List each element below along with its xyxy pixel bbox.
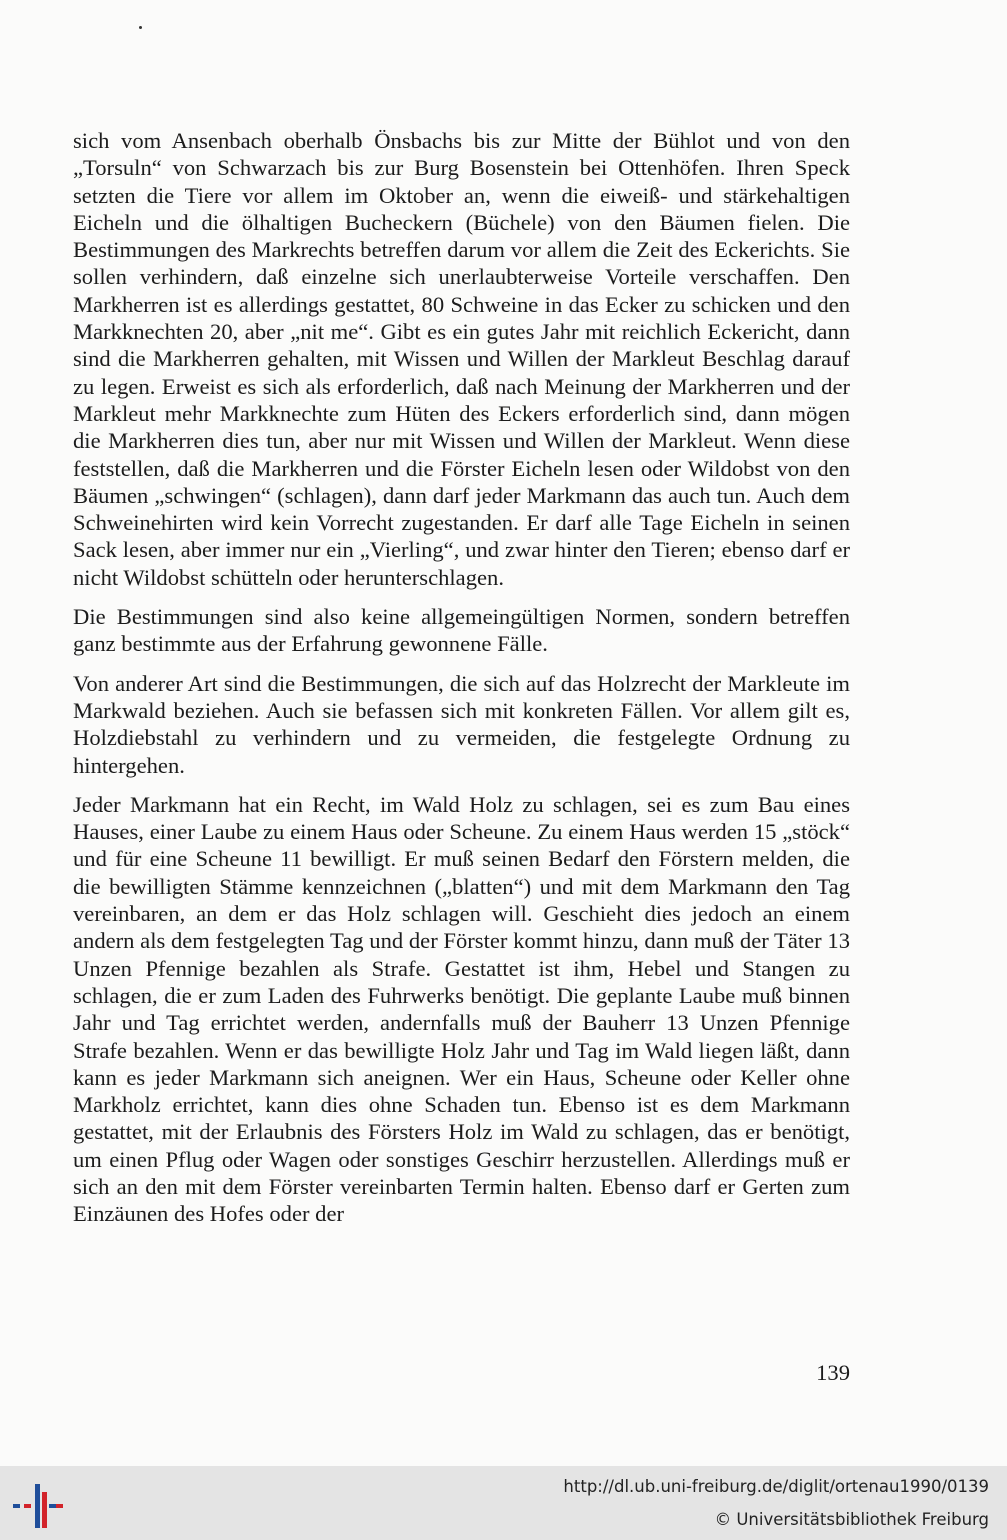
copyright-notice: © Universitätsbibliothek Freiburg — [714, 1510, 989, 1529]
source-url-link[interactable]: http://dl.ub.uni-freiburg.de/diglit/ortenau1990/0139 — [563, 1477, 989, 1496]
paragraph: Von anderer Art sind die Bestimmungen, die sich auf das Holzrecht der Markleute im Markwald beziehen. Auch sie befassen sich mit konkreten Fällen. Vor allem gilt es, Holzdiebstahl zu verhindern und zu vermeiden, die festgelegte Ordnung zu hintergehen. — [73, 670, 850, 778]
paragraph: sich vom Ansenbach oberhalb Önsbachs bis zur Mitte der Bühlot und von den „Torsuln“ von Schwarzach bis zur Burg Bosenstein bei Ottenhöfen. Ihren Speck setzten die Tiere vor allem im Oktober an, wenn die eiweiß- und stärkehaltigen Eicheln und die ölhaltigen Bucheckern (Büchele) von den Bäumen fielen. Die Bestimmungen des Markrechts betreffen darum vor allem die Zeit des Eckerichts. Sie sollen verhindern, daß einzelne sich unerlaubterweise Vorteile verschaffen. Den Markherren ist es allerdings gestattet, 80 Schweine in das Ecker zu schicken und den Markknechten 20, aber „nit me“. Gibt es ein gutes Jahr mit reichlich Eckericht, dann sind die Markherren gehalten, mit Wissen und Willen der Markleut Beschlag darauf zu legen. Erweist es sich als erforderlich, daß nach Meinung der Markherren und der Markleut mehr Markknechte zum Hüten des Eckers erforderlich sind, dann mögen die Markherren dies tun, aber nur mit Wissen und Willen der Markleut. Wenn diese feststellen, daß die Markherren und die Förster Eicheln lesen oder Wildobst von den Bäumen „schwingen“ (schlagen), dann darf jeder Markmann das auch tun. Auch dem Schweinehirten wird kein Vorrecht zugestanden. Er darf alle Tage Eicheln in seinen Sack lesen, aber immer nur ein „Vierling“, und zwar hinter den Tieren; ebenso darf er nicht Wildobst schütteln oder herunterschlagen. — [73, 128, 850, 590]
paragraph: Die Bestimmungen sind also keine allgemeingültigen Normen, sondern betreffen ganz bestimmte aus der Erfahrung gewonnene Fälle. — [73, 604, 850, 657]
paragraph: Jeder Markmann hat ein Recht, im Wald Holz zu schlagen, sei es zum Bau eines Hauses, einer Laube zu einem Haus oder Scheune. Zu einem Haus werden 15 „stöck“ und für eine Scheune 11 bewilligt. Er muß seinen Bedarf den Förstern melden, die die bewilligten Stämme kennzeichnen („blatten“) und mit dem Markmann den Tag vereinbaren, an dem er das Holz schlagen will. Geschieht dies jedoch an einem andern als dem festgelegten Tag und der Förster kommt hinzu, dann muß der Täter 13 Unzen Pfennige bezahlen als Strafe. Gestattet ist ihm, Hebel und Stangen zu schlagen, die er zum Laden des Fuhrwerks benötigt. Die geplante Laube muß binnen Jahr und Tag errichtet werden, andernfalls muß der Bauherr 13 Unzen Pfennige Strafe bezahlen. Wenn er das bewilligte Holz Jahr und Tag im Wald liegen läßt, dann kann es jeder Markmann sich aneignen. Wer ein Haus, Scheune oder Keller ohne Markholz errichtet, kann dies ohne Schaden tun. Ebenso ist es dem Markmann gestattet, mit der Erlaubnis des Försters Holz im Wald zu schlagen, das er benötigt, um einen Pflug oder Wagen oder sonstiges Geschirr herzustellen. Allerdings muß er sich an den mit dem Förster vereinbarten Termin halten. Ebenso darf er Gerten zum Einzäunen des Hofes oder der — [73, 791, 850, 1227]
speck-mark — [139, 26, 142, 29]
footer-bar — [0, 1466, 1007, 1540]
body-text — [73, 127, 850, 1240]
page-number: 139 — [816, 1360, 850, 1385]
ub-freiburg-logo-icon[interactable] — [12, 1480, 64, 1532]
